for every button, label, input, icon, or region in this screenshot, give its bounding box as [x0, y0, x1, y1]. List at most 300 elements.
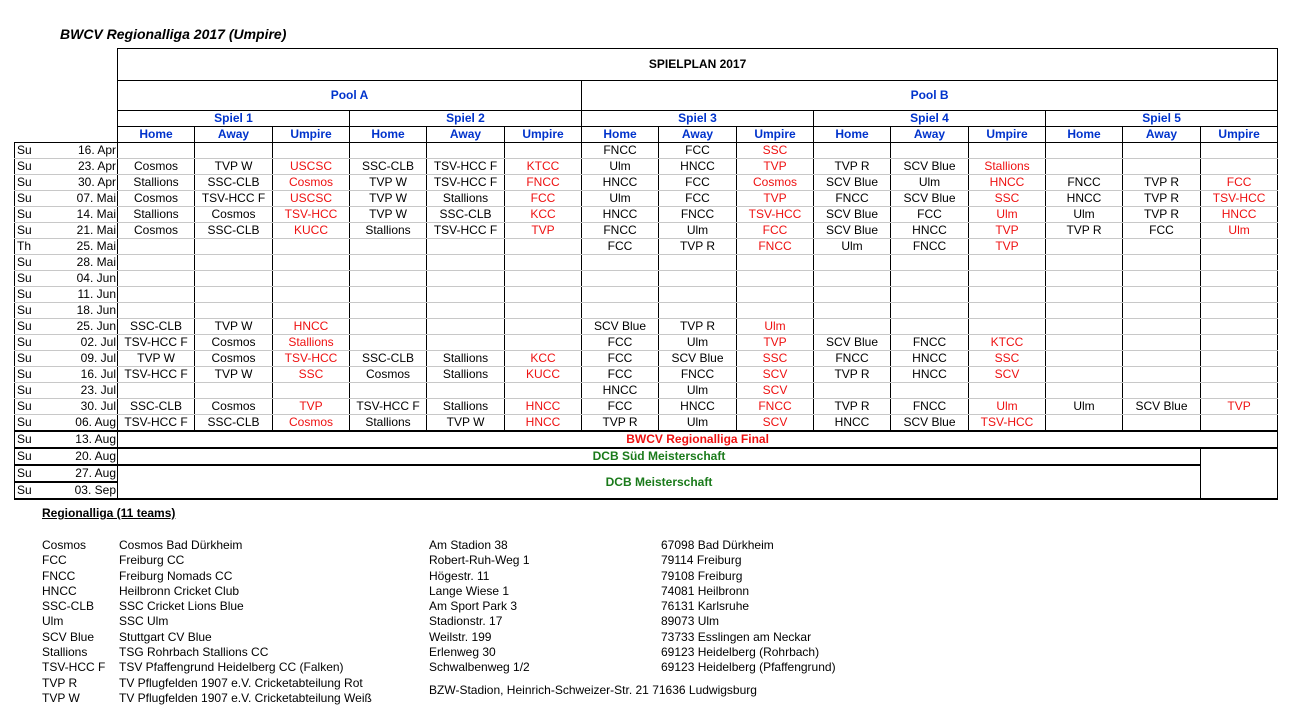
team-cell: HNCC	[582, 383, 659, 399]
corner-blank	[15, 111, 118, 127]
umpire-cell: TVP	[505, 223, 582, 239]
umpire-cell	[1201, 143, 1278, 159]
umpire-cell	[505, 335, 582, 351]
team-cell: FCC	[1123, 223, 1201, 239]
team-cell	[1046, 351, 1123, 367]
team-cell	[1123, 239, 1201, 255]
team-cell: Cosmos	[118, 159, 195, 175]
team-cell: HNCC	[582, 207, 659, 223]
column-header: Away	[659, 127, 737, 143]
team-cell: TVP R	[814, 367, 891, 383]
umpire-cell: KUCC	[273, 223, 350, 239]
team-cell: TVP W	[195, 319, 273, 335]
team-cell	[891, 271, 969, 287]
team-cell: TVP R	[659, 319, 737, 335]
team-cell	[118, 255, 195, 271]
team-cell	[814, 271, 891, 287]
date-cell: 16. Apr	[73, 143, 118, 159]
date-cell: 02. Jul	[73, 335, 118, 351]
weekday-cell: Su	[15, 223, 73, 239]
umpire-cell	[737, 303, 814, 319]
team-cell: SCV Blue	[891, 415, 969, 432]
team-cell: Ulm	[659, 415, 737, 432]
umpire-cell: FNCC	[737, 239, 814, 255]
table-row	[15, 431, 1278, 448]
team-cell: SCV Blue	[891, 191, 969, 207]
team-cell	[1123, 255, 1201, 271]
team-entry	[42, 599, 372, 614]
team-cell: SCV Blue	[1123, 399, 1201, 415]
final-label: BWCV Regionalliga Final	[118, 431, 1278, 448]
team-entry	[42, 691, 372, 706]
umpire-cell: Ulm	[1201, 223, 1278, 239]
team-cell: SCV Blue	[814, 207, 891, 223]
team-cell: TVP R	[582, 415, 659, 432]
team-cell	[1046, 287, 1123, 303]
team-cell	[582, 271, 659, 287]
team-cell	[582, 255, 659, 271]
date-cell: 23. Apr	[73, 159, 118, 175]
team-cell	[1046, 255, 1123, 271]
team-cell: FCC	[891, 207, 969, 223]
date-cell: 13. Aug	[73, 431, 118, 448]
team-cell: TVP R	[814, 159, 891, 175]
team-abbr: SCV Blue	[42, 629, 95, 644]
table-row	[15, 399, 1278, 415]
team-cell: TVP W	[350, 207, 427, 223]
team-cell: HNCC	[891, 223, 969, 239]
table-row	[15, 271, 1278, 287]
umpire-cell	[505, 143, 582, 159]
umpire-cell	[1201, 239, 1278, 255]
team-cell: Ulm	[814, 239, 891, 255]
umpire-cell: KTCC	[969, 335, 1046, 351]
date-cell: 27. Aug	[73, 465, 118, 482]
team-cell: SCV Blue	[814, 175, 891, 191]
umpire-cell	[505, 255, 582, 271]
date-cell: 14. Mai	[73, 207, 118, 223]
team-name: TV Pflugfelden 1907 e.V. Cricketabteilung Rot	[119, 675, 363, 690]
spiel-header: Spiel 1	[118, 111, 350, 127]
team-city: 79108 Freiburg	[661, 568, 743, 583]
umpire-cell: TSV-HCC	[273, 207, 350, 223]
umpire-cell: Cosmos	[273, 415, 350, 432]
umpire-cell	[1201, 255, 1278, 271]
umpire-cell	[1201, 367, 1278, 383]
team-cell: Stallions	[350, 415, 427, 432]
umpire-cell: SCV	[737, 383, 814, 399]
team-name: Freiburg Nomads CC	[119, 568, 233, 583]
umpire-cell: Ulm	[969, 399, 1046, 415]
team-cell	[195, 255, 273, 271]
team-cell	[659, 255, 737, 271]
blank-cell	[1201, 448, 1278, 499]
team-cell	[1123, 271, 1201, 287]
team-cell: TSV-HCC F	[118, 335, 195, 351]
team-cell	[891, 383, 969, 399]
team-cell: Stallions	[427, 367, 505, 383]
column-header: Umpire	[505, 127, 582, 143]
team-city: 74081 Heilbronn	[661, 583, 750, 598]
team-cell: HNCC	[814, 415, 891, 432]
team-cell: Stallions	[350, 223, 427, 239]
umpire-cell	[737, 255, 814, 271]
weekday-cell: Th	[15, 239, 73, 255]
umpire-cell	[969, 303, 1046, 319]
legend-title: Regionalliga (11 teams)	[42, 506, 176, 520]
umpire-cell	[505, 383, 582, 399]
team-cell: TVP R	[659, 239, 737, 255]
weekday-cell: Su	[15, 465, 73, 482]
team-cell	[427, 287, 505, 303]
team-cell	[1123, 159, 1201, 175]
umpire-cell: Cosmos	[737, 175, 814, 191]
team-name: TV Pflugfelden 1907 e.V. Cricketabteilung Weiß	[119, 690, 372, 705]
team-city: 69123 Heidelberg (Rohrbach)	[661, 645, 820, 660]
team-cell: HNCC	[582, 175, 659, 191]
team-cell	[427, 255, 505, 271]
date-cell: 30. Jul	[73, 399, 118, 415]
team-city: 79114 Freiburg	[661, 553, 742, 568]
team-cell: SSC-CLB	[195, 415, 273, 432]
team-entry	[42, 660, 372, 675]
team-name: Stuttgart CV Blue	[119, 629, 212, 644]
team-street: Schwalbenweg 1/2	[429, 660, 530, 675]
table-row	[15, 448, 1278, 465]
table-row	[15, 81, 1278, 111]
team-cell	[891, 287, 969, 303]
team-entry	[42, 538, 372, 553]
column-header: Umpire	[737, 127, 814, 143]
weekday-cell: Su	[15, 255, 73, 271]
spiel-header: Spiel 5	[1046, 111, 1278, 127]
team-cell: FCC	[659, 143, 737, 159]
team-abbr: FCC	[42, 553, 67, 568]
team-cell	[350, 303, 427, 319]
team-cell	[659, 303, 737, 319]
team-cell	[1046, 303, 1123, 319]
table-row	[15, 175, 1278, 191]
team-city: 69123 Heidelberg (Pfaffengrund)	[661, 660, 836, 675]
team-cell: HNCC	[891, 351, 969, 367]
team-cell	[350, 287, 427, 303]
team-cell	[1123, 415, 1201, 432]
team-abbr: SSC-CLB	[42, 599, 95, 614]
umpire-cell	[273, 383, 350, 399]
weekday-cell: Su	[15, 367, 73, 383]
table-row	[15, 303, 1278, 319]
team-cell	[118, 143, 195, 159]
team-cell	[1123, 287, 1201, 303]
umpire-cell: TVP	[737, 191, 814, 207]
team-cell	[1123, 143, 1201, 159]
date-cell: 30. Apr	[73, 175, 118, 191]
legend-heading	[42, 506, 175, 520]
table-row	[15, 191, 1278, 207]
umpire-cell	[969, 287, 1046, 303]
weekday-cell: Su	[15, 335, 73, 351]
team-name: TSG Rohrbach Stallions CC	[119, 645, 269, 660]
umpire-cell: SCV	[737, 415, 814, 432]
team-cell	[350, 319, 427, 335]
umpire-cell: TSV-HCC	[1201, 191, 1278, 207]
umpire-cell: HNCC	[505, 399, 582, 415]
umpire-cell: TVP	[273, 399, 350, 415]
umpire-cell: SSC	[737, 351, 814, 367]
umpire-cell	[273, 143, 350, 159]
team-cell	[1046, 271, 1123, 287]
team-cell	[427, 335, 505, 351]
team-cell	[118, 287, 195, 303]
team-cell: Stallions	[118, 175, 195, 191]
team-cell	[195, 287, 273, 303]
column-header: Home	[814, 127, 891, 143]
team-cell	[1046, 367, 1123, 383]
column-header: Umpire	[273, 127, 350, 143]
team-cell: HNCC	[891, 367, 969, 383]
umpire-cell: TVP	[1201, 399, 1278, 415]
table-row	[15, 319, 1278, 335]
team-cell: TSV-HCC F	[427, 175, 505, 191]
team-abbr: HNCC	[42, 583, 77, 598]
team-cell: TVP W	[118, 351, 195, 367]
table-row	[15, 239, 1278, 255]
umpire-cell: TSV-HCC	[273, 351, 350, 367]
team-cell: SSC-CLB	[350, 159, 427, 175]
date-cell: 28. Mai	[73, 255, 118, 271]
team-cell: SCV Blue	[891, 159, 969, 175]
date-cell: 06. Aug	[73, 415, 118, 432]
team-name: SSC Ulm	[119, 614, 169, 629]
table-row	[15, 111, 1278, 127]
team-cell: TVP W	[195, 159, 273, 175]
spiel-header: Spiel 2	[350, 111, 582, 127]
weekday-cell: Su	[15, 431, 73, 448]
date-cell: 11. Jun	[73, 287, 118, 303]
umpire-cell	[1201, 335, 1278, 351]
team-list	[42, 538, 372, 706]
team-cell	[659, 287, 737, 303]
umpire-cell	[737, 271, 814, 287]
pool-b-header: Pool B	[582, 81, 1278, 111]
umpire-cell: FNCC	[505, 175, 582, 191]
umpire-cell: HNCC	[1201, 207, 1278, 223]
team-cell	[350, 239, 427, 255]
team-cell: FNCC	[582, 223, 659, 239]
team-name: Freiburg CC	[119, 553, 185, 568]
team-cell	[118, 271, 195, 287]
team-cell: Cosmos	[195, 351, 273, 367]
final-label: DCB Meisterschaft	[118, 465, 1201, 499]
table-row	[15, 335, 1278, 351]
team-cell: SSC-CLB	[427, 207, 505, 223]
umpire-cell	[737, 287, 814, 303]
team-cell	[891, 319, 969, 335]
team-cell: SSC-CLB	[350, 351, 427, 367]
team-cell	[582, 303, 659, 319]
umpire-cell: Cosmos	[273, 175, 350, 191]
team-cell	[1046, 383, 1123, 399]
date-cell: 25. Mai	[73, 239, 118, 255]
team-cell: TSV-HCC F	[427, 223, 505, 239]
team-cell: Cosmos	[195, 207, 273, 223]
umpire-cell	[273, 287, 350, 303]
team-cell: FCC	[582, 239, 659, 255]
table-row	[15, 383, 1278, 399]
team-cell	[891, 143, 969, 159]
team-cell: Ulm	[582, 159, 659, 175]
team-cell	[1046, 319, 1123, 335]
umpire-cell	[505, 303, 582, 319]
team-cell: TSV-HCC F	[350, 399, 427, 415]
umpire-cell: TSV-HCC	[737, 207, 814, 223]
umpire-cell	[1201, 287, 1278, 303]
team-cell	[814, 383, 891, 399]
umpire-cell	[1201, 319, 1278, 335]
weekday-cell: Su	[15, 303, 73, 319]
table-row	[15, 465, 1278, 482]
team-cell	[118, 239, 195, 255]
umpire-cell	[969, 319, 1046, 335]
date-cell: 18. Jun	[73, 303, 118, 319]
team-cell: SCV Blue	[582, 319, 659, 335]
weekday-cell: Su	[15, 383, 73, 399]
team-cell	[1046, 159, 1123, 175]
umpire-cell: KTCC	[505, 159, 582, 175]
weekday-cell: Su	[15, 191, 73, 207]
table-row	[15, 415, 1278, 432]
weekday-cell: Su	[15, 319, 73, 335]
team-cell: TVP R	[814, 399, 891, 415]
column-header: Home	[1046, 127, 1123, 143]
team-entry	[42, 584, 372, 599]
date-cell: 07. Mai	[73, 191, 118, 207]
umpire-cell	[1201, 303, 1278, 319]
date-cell: 21. Mai	[73, 223, 118, 239]
team-cell: FNCC	[891, 239, 969, 255]
umpire-cell	[505, 287, 582, 303]
team-city: 76131 Karlsruhe	[661, 599, 750, 614]
team-cell: FNCC	[659, 207, 737, 223]
team-cell	[118, 303, 195, 319]
umpire-cell: SCV	[737, 367, 814, 383]
team-cell: TVP R	[1123, 175, 1201, 191]
team-cell: HNCC	[659, 399, 737, 415]
umpire-cell: FNCC	[737, 399, 814, 415]
team-cell	[814, 303, 891, 319]
umpire-cell: Ulm	[737, 319, 814, 335]
team-cell	[350, 271, 427, 287]
team-entry	[42, 553, 372, 568]
umpire-cell: HNCC	[969, 175, 1046, 191]
team-cell: HNCC	[659, 159, 737, 175]
team-cell: TVP W	[427, 415, 505, 432]
weekday-cell: Su	[15, 207, 73, 223]
team-cell	[1123, 383, 1201, 399]
team-cell: FCC	[582, 335, 659, 351]
date-cell: 25. Jun	[73, 319, 118, 335]
pool-a-header: Pool A	[118, 81, 582, 111]
spiel-header: Spiel 4	[814, 111, 1046, 127]
column-header: Home	[118, 127, 195, 143]
umpire-cell: SSC	[273, 367, 350, 383]
team-cell: FNCC	[814, 351, 891, 367]
umpire-cell: TVP	[737, 335, 814, 351]
team-cell	[427, 239, 505, 255]
team-cell	[1046, 335, 1123, 351]
team-cell: Ulm	[1046, 207, 1123, 223]
team-city: 67098 Bad Dürkheim	[661, 538, 774, 552]
table-row	[15, 351, 1278, 367]
column-header: Home	[582, 127, 659, 143]
team-cell	[659, 271, 737, 287]
umpire-cell: HNCC	[505, 415, 582, 432]
umpire-cell: FCC	[737, 223, 814, 239]
team-street: Robert-Ruh-Weg 1	[429, 553, 530, 568]
team-cell: FCC	[582, 351, 659, 367]
weekday-cell: Su	[15, 271, 73, 287]
team-cell: FNCC	[582, 143, 659, 159]
team-entry	[42, 569, 372, 584]
umpire-cell: Stallions	[273, 335, 350, 351]
umpire-cell: SSC	[969, 351, 1046, 367]
team-cell	[195, 383, 273, 399]
team-cell	[1046, 415, 1123, 432]
team-cell	[427, 319, 505, 335]
team-cell	[118, 383, 195, 399]
umpire-cell: SCV	[969, 367, 1046, 383]
team-cell	[195, 143, 273, 159]
team-cell: SCV Blue	[659, 351, 737, 367]
team-entry	[42, 630, 372, 645]
team-cell: FNCC	[891, 399, 969, 415]
team-city: 73733 Esslingen am Neckar	[661, 629, 812, 644]
team-cell: TVP W	[195, 367, 273, 383]
city-list	[661, 538, 836, 676]
team-abbr: Ulm	[42, 614, 64, 629]
page-title: BWCV Regionalliga 2017 (Umpire)	[60, 26, 287, 42]
weekday-cell: Su	[15, 287, 73, 303]
team-cell	[814, 255, 891, 271]
team-cell: TVP W	[350, 191, 427, 207]
schedule-table	[14, 48, 1278, 500]
team-cell: Ulm	[659, 335, 737, 351]
column-header: Umpire	[1201, 127, 1278, 143]
umpire-cell	[505, 271, 582, 287]
table-row	[15, 207, 1278, 223]
umpire-cell: USCSC	[273, 191, 350, 207]
weekday-cell: Su	[15, 399, 73, 415]
date-cell: 23. Jul	[73, 383, 118, 399]
team-cell: FNCC	[891, 335, 969, 351]
table-row	[15, 223, 1278, 239]
team-cell: Cosmos	[118, 223, 195, 239]
date-cell: 16. Jul	[73, 367, 118, 383]
umpire-cell	[969, 383, 1046, 399]
team-cell	[195, 303, 273, 319]
team-cell: FCC	[582, 367, 659, 383]
date-cell: 03. Sep	[73, 482, 118, 499]
team-cell: Cosmos	[350, 367, 427, 383]
team-cell: TVP R	[1046, 223, 1123, 239]
team-street: Weilstr. 199	[429, 629, 492, 644]
team-abbr: TSV-HCC F	[42, 660, 106, 675]
team-cell: SCV Blue	[814, 223, 891, 239]
bzw-stadium: BZW-Stadion, Heinrich-Schweizer-Str. 21 71636 Ludwigsburg	[429, 683, 757, 697]
umpire-cell: HNCC	[273, 319, 350, 335]
column-header: Home	[350, 127, 427, 143]
date-cell: 20. Aug	[73, 448, 118, 465]
